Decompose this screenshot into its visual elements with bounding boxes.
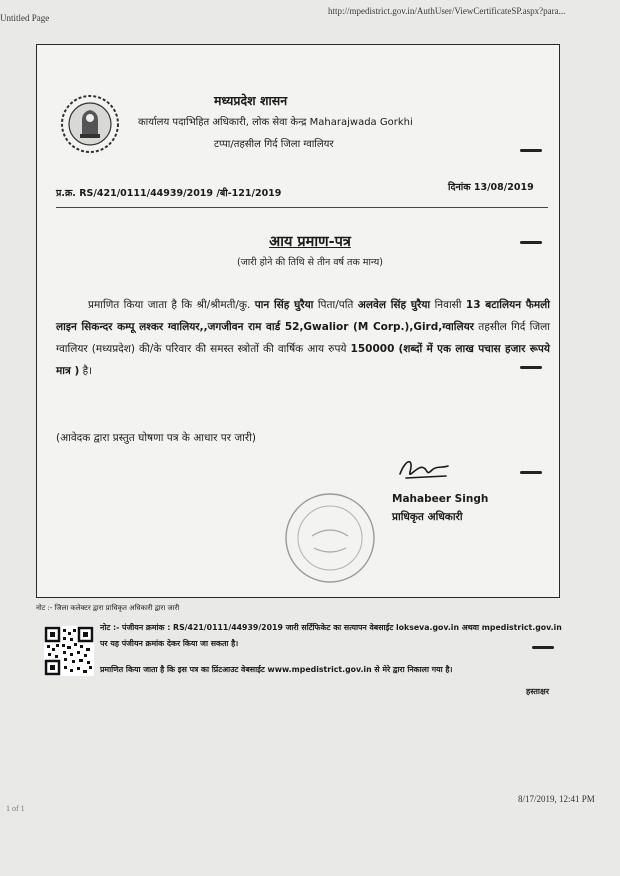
reference-label: प्र.क्र. xyxy=(56,188,76,199)
address: 13 बटालियन फैमली लाइन सिकन्दर कम्पू लश्कर ग्वालियर,,जगजीवन राम वार्ड 52,Gwalior (M Corp.),Gird,ग्वालियर xyxy=(56,299,550,333)
validity-note: (जारी होने की तिथि से तीन वर्ष तक मान्य) xyxy=(237,257,383,268)
reference-suffix: /बी-121/2019 xyxy=(216,188,282,199)
margin-mark xyxy=(520,241,542,244)
officer-signature-icon xyxy=(396,452,456,484)
verification-notes xyxy=(100,620,570,678)
officer-name: Mahabeer Singh xyxy=(392,493,489,505)
date-label: दिनांक xyxy=(448,182,471,193)
intro-text: प्रमाणित किया जाता है कि श्री/श्रीमती/कु. xyxy=(88,299,251,311)
certificate-body xyxy=(56,294,550,382)
reference-line xyxy=(56,186,281,199)
officer-block xyxy=(392,490,488,526)
note-line-1: नोट :- पंजीयन क्रमांक : RS/421/0111/44939/2019 जारी सर्टिफिकेट का सत्यापन वेबसाईट lokseva.gov.in अथवा mpedistrict.gov.in xyxy=(100,623,562,632)
issue-basis: (आवेदक द्वारा प्रस्तुत घोषणा पत्र के आधार पर जारी) xyxy=(56,432,257,444)
page-count: 1 of 1 xyxy=(6,804,25,813)
issue-date xyxy=(448,180,534,193)
date-value: 13/08/2019 xyxy=(473,182,534,193)
header-divider xyxy=(56,207,548,208)
browser-page-title: Untitled Page xyxy=(0,13,50,23)
note-line-2: पर यह पंजीयन क्रमांक देकर किया जा सकता है। xyxy=(100,639,239,648)
office-round-seal-icon xyxy=(282,490,378,586)
ending-text: है। xyxy=(82,365,93,377)
income-amount: 150000 xyxy=(350,343,395,355)
relation-label: पिता/पति xyxy=(317,299,354,311)
officer-designation: प्राधिकृत अधिकारी xyxy=(392,511,463,523)
qr-code-icon xyxy=(44,626,94,676)
collector-note: नोट :- जिला कलेक्टर द्वारा प्राधिकृत अधिकारी द्वारा जारी xyxy=(36,604,180,612)
office-name: कार्यालय पदाभिहित अधिकारी, लोक सेवा केन्द्र Maharajwada Gorkhi xyxy=(138,117,413,128)
father-name: अलवेल सिंह घुरैया xyxy=(357,299,431,311)
residence-label: निवासी xyxy=(434,299,462,311)
income-words: (शब्दों में एक लाख पचास हजार रूपये मात्र ) xyxy=(56,343,550,377)
reference-number: RS/421/0111/44939/2019 xyxy=(79,188,214,199)
print-timestamp: 8/17/2019, 12:41 PM xyxy=(518,794,595,804)
tehsil-district: टप्पा/तहसील गिर्द जिला ग्वालियर xyxy=(214,139,334,150)
applicant-name: पान सिंह घुरैया xyxy=(254,299,314,311)
certificate-title: आय प्रमाण-पत्र xyxy=(269,234,351,250)
tehsil-district-text: तहसील गिर्द जिला ग्वालियर (मध्यप्रदेश) की/के परिवार की समस्त स्त्रोतों की वार्षिक आय रुपये xyxy=(56,321,550,355)
signature-label: हस्ताक्षर xyxy=(526,687,549,696)
margin-mark xyxy=(520,149,542,152)
mp-government-emblem-icon xyxy=(60,94,120,154)
government-name: मध्यप्रदेश शासन xyxy=(214,93,288,108)
margin-mark xyxy=(520,366,542,369)
note-line-3: प्रमाणित किया जाता है कि इस पत्र का प्रिंटआउट वेबसाईट www.mpedistrict.gov.in से मेरे द्वारा निकाला गया है। xyxy=(100,665,453,674)
margin-mark xyxy=(520,471,542,474)
browser-url: http://mpedistrict.gov.in/AuthUser/ViewCertificateSP.aspx?para... xyxy=(328,6,566,16)
